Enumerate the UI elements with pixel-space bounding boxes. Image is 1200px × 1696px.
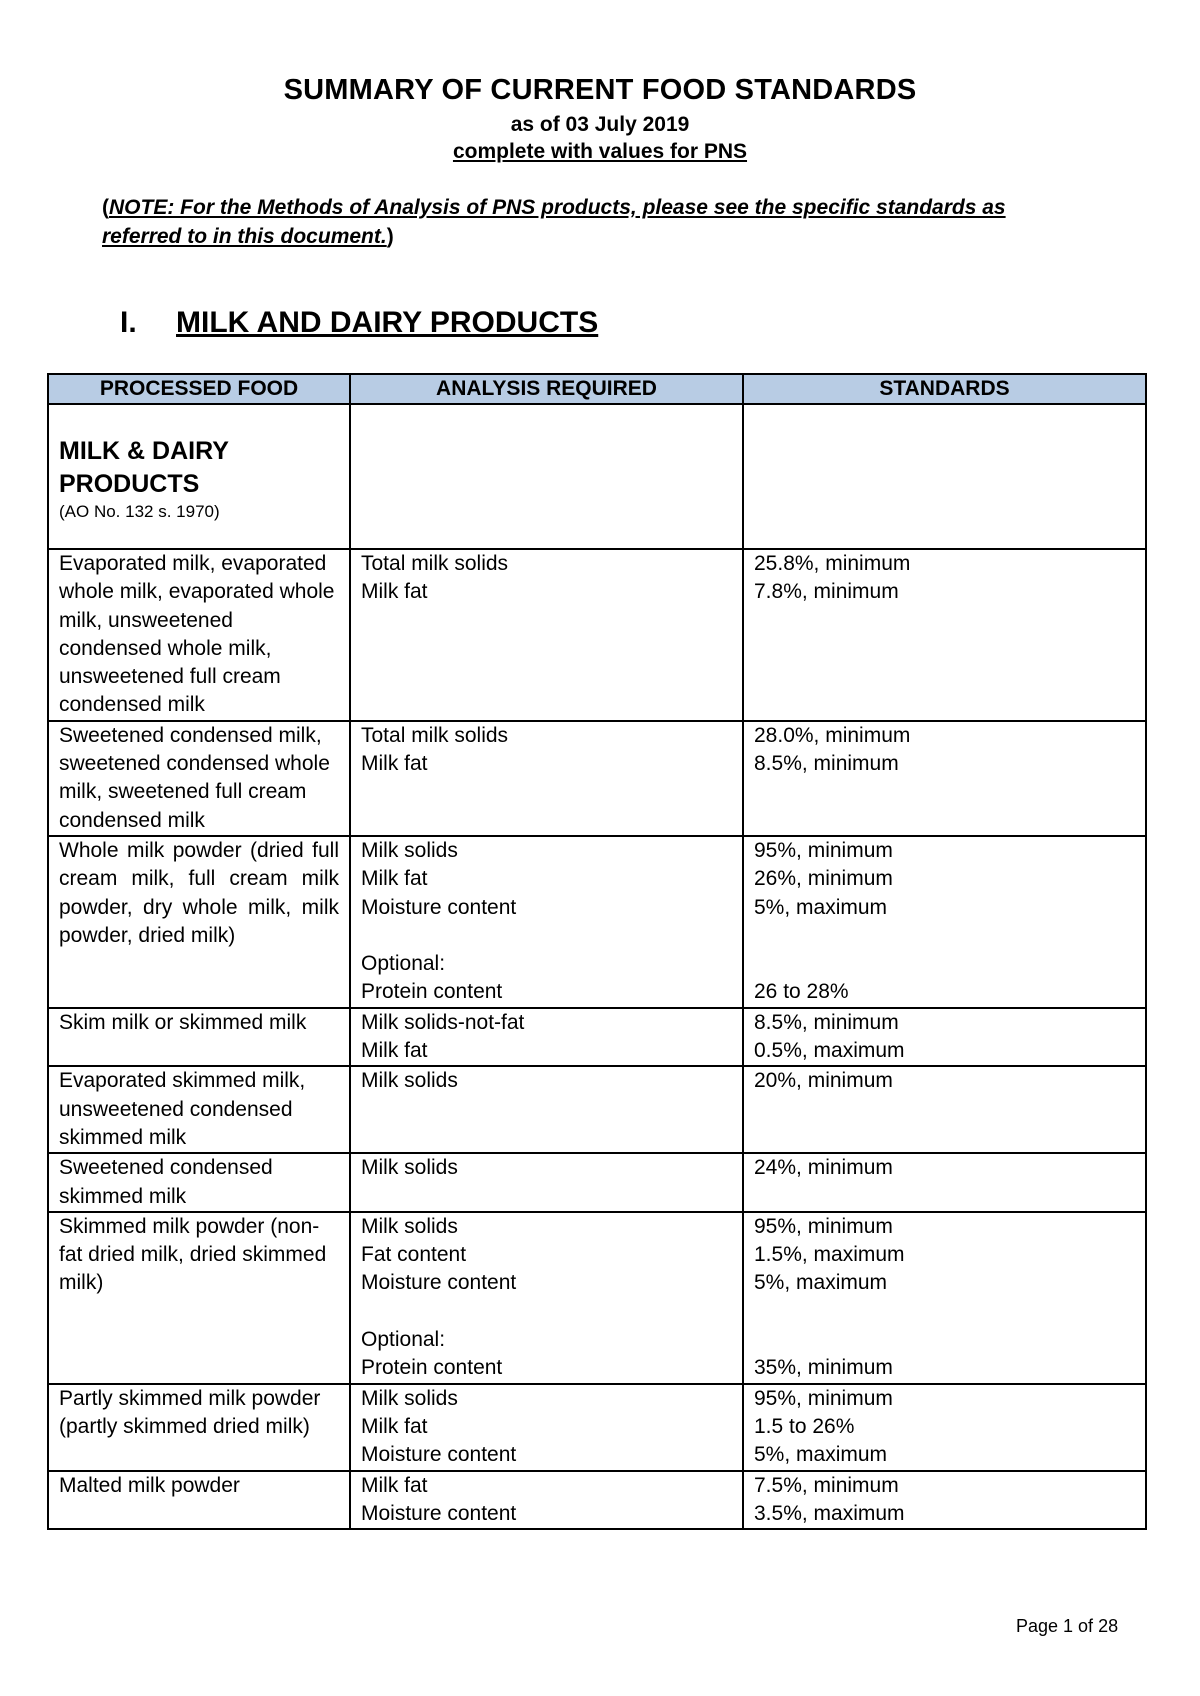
blank-line xyxy=(754,922,1135,950)
category-row xyxy=(48,404,1146,549)
analysis-item: Total milk solids xyxy=(361,723,509,747)
processed-food-cell: Whole milk powder (dried full cream milk, full cream milk powder, dry whole milk, milk powder, dried milk) xyxy=(48,836,350,1008)
standard-value: 28.0%, minimum xyxy=(754,723,911,747)
column-header-standards: STANDARDS xyxy=(743,374,1146,404)
category-analysis-cell xyxy=(350,404,743,549)
table-row xyxy=(48,549,1146,721)
analysis-item: Milk solids-not-fat xyxy=(361,1010,525,1034)
standard-value: 5%, maximum xyxy=(754,1443,888,1467)
standard-value: 1.5%, maximum xyxy=(754,1243,905,1267)
standards-table xyxy=(47,373,1147,1530)
analysis-item: Optional: xyxy=(361,952,446,976)
table-row xyxy=(48,1153,1146,1212)
analysis-item: Moisture content xyxy=(361,895,517,919)
processed-food-cell: Malted milk powder xyxy=(48,1471,350,1530)
standard-value: 8.5%, minimum xyxy=(754,752,899,776)
standard-value: 7.8%, minimum xyxy=(754,580,899,604)
analysis-required-cell xyxy=(350,1066,743,1153)
blank-line xyxy=(754,1326,1135,1354)
processed-food-cell: Evaporated skimmed milk, unsweetened condensed skimmed milk xyxy=(48,1066,350,1153)
table-row xyxy=(48,1008,1146,1067)
blank-line xyxy=(754,1298,1135,1326)
processed-food-cell: Sweetened condensed skimmed milk xyxy=(48,1153,350,1212)
analysis-item: Milk solids xyxy=(361,1069,458,1093)
standard-value: 95%, minimum xyxy=(754,1214,893,1238)
analysis-required-cell xyxy=(350,1471,743,1530)
analysis-item: Moisture content xyxy=(361,1271,517,1295)
analysis-item: Moisture content xyxy=(361,1443,517,1467)
standard-value: 5%, maximum xyxy=(754,1271,888,1295)
processed-food-cell: Sweetened condensed milk, sweetened condensed whole milk, sweetened full cream condensed milk xyxy=(48,721,350,836)
category-standards-cell xyxy=(743,404,1146,549)
note-open-paren: ( xyxy=(102,196,109,219)
analysis-item: Milk solids xyxy=(361,1156,458,1180)
category-title: MILK & DAIRY PRODUCTS xyxy=(59,437,229,498)
table-row xyxy=(48,1066,1146,1153)
column-header-processed-food: PROCESSED FOOD xyxy=(48,374,350,404)
standards-cell xyxy=(743,1066,1146,1153)
standards-cell xyxy=(743,721,1146,836)
analysis-item: Milk solids xyxy=(361,1386,458,1410)
blank-line xyxy=(754,950,1135,978)
table-row xyxy=(48,721,1146,836)
analysis-item: Milk fat xyxy=(361,752,428,776)
analysis-item: Fat content xyxy=(361,1243,467,1267)
table-header-row xyxy=(48,374,1146,404)
processed-food-cell: Skim milk or skimmed milk xyxy=(48,1008,350,1067)
standards-cell xyxy=(743,1384,1146,1471)
processed-food-cell: Partly skimmed milk powder (partly skimmed dried milk) xyxy=(48,1384,350,1471)
analysis-item: Moisture content xyxy=(361,1501,517,1525)
analysis-item: Milk solids xyxy=(361,1214,458,1238)
analysis-item: Milk fat xyxy=(361,580,428,604)
note-close-paren: ) xyxy=(386,225,394,248)
blank-line xyxy=(361,922,732,950)
methods-note xyxy=(102,193,1062,251)
column-header-analysis-required: ANALYSIS REQUIRED xyxy=(350,374,743,404)
page-number: Page 1 of 28 xyxy=(1016,1616,1119,1636)
category-reference: (AO No. 132 s. 1970) xyxy=(59,502,220,521)
processed-food-cell: Skimmed milk powder (non-fat dried milk, dried skimmed milk) xyxy=(48,1212,350,1384)
analysis-item: Protein content xyxy=(361,1356,503,1380)
blank-line xyxy=(361,1298,732,1326)
table-row xyxy=(48,1384,1146,1471)
analysis-required-cell xyxy=(350,836,743,1008)
table-row xyxy=(48,1212,1146,1384)
analysis-required-cell xyxy=(350,1212,743,1384)
standards-cell xyxy=(743,1212,1146,1384)
standard-value: 95%, minimum xyxy=(754,838,893,862)
standards-cell xyxy=(743,836,1146,1008)
standard-value: 3.5%, maximum xyxy=(754,1501,905,1525)
standards-cell xyxy=(743,1471,1146,1530)
analysis-item: Total milk solids xyxy=(361,552,509,575)
completeness-line: complete with values for PNS xyxy=(452,140,748,163)
processed-food-cell: Evaporated milk, evaporated whole milk, evaporated whole milk, unsweetened condensed whole milk, unsweetened full cream condensed milk xyxy=(48,549,350,721)
standard-value: 20%, minimum xyxy=(754,1069,893,1093)
section-number: I. xyxy=(120,306,137,339)
standard-value: 26%, minimum xyxy=(754,867,893,891)
standard-value: 0.5%, maximum xyxy=(754,1039,905,1063)
section-title: MILK AND DAIRY PRODUCTS xyxy=(176,306,599,339)
standard-value: 5%, maximum xyxy=(754,895,888,919)
standards-cell xyxy=(743,549,1146,721)
standard-value: 35%, minimum xyxy=(754,1356,893,1380)
table-row xyxy=(48,1471,1146,1530)
analysis-item: Milk fat xyxy=(361,1039,428,1063)
analysis-item: Protein content xyxy=(361,980,503,1004)
analysis-required-cell xyxy=(350,1384,743,1471)
analysis-item: Milk fat xyxy=(361,867,428,891)
standard-value: 25.8%, minimum xyxy=(754,552,911,575)
analysis-item: Milk fat xyxy=(361,1414,428,1438)
section-heading xyxy=(120,306,598,340)
date-line: as of 03 July 2019 xyxy=(510,113,690,136)
analysis-required-cell xyxy=(350,1153,743,1212)
standard-value: 8.5%, minimum xyxy=(754,1010,899,1034)
analysis-item: Milk fat xyxy=(361,1473,428,1497)
standard-value: 7.5%, minimum xyxy=(754,1473,899,1497)
standards-cell xyxy=(743,1008,1146,1067)
standard-value: 26 to 28% xyxy=(754,980,849,1004)
standard-value: 1.5 to 26% xyxy=(754,1414,855,1438)
analysis-required-cell xyxy=(350,721,743,836)
analysis-required-cell xyxy=(350,549,743,721)
document-title: SUMMARY OF CURRENT FOOD STANDARDS xyxy=(283,74,917,106)
table-row xyxy=(48,836,1146,1008)
analysis-required-cell xyxy=(350,1008,743,1067)
analysis-item: Milk solids xyxy=(361,838,458,862)
standard-value: 95%, minimum xyxy=(754,1386,893,1410)
standards-cell xyxy=(743,1153,1146,1212)
note-text: NOTE: For the Methods of Analysis of PNS products, please see the specific standards as referred to in this document. xyxy=(102,196,1006,248)
standard-value: 24%, minimum xyxy=(754,1156,893,1180)
analysis-item: Optional: xyxy=(361,1328,446,1352)
category-cell xyxy=(48,404,350,549)
